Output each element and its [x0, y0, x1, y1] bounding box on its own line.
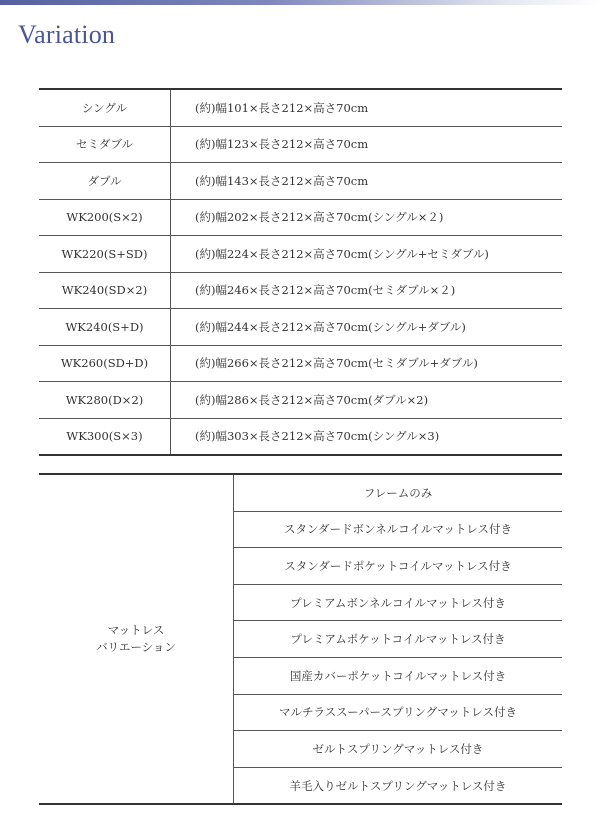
size-dimensions: (約)幅266×長さ212×高さ70cm(セミダブル+ダブル) — [171, 345, 563, 382]
table-row — [39, 345, 562, 382]
size-dimensions: (約)幅123×長さ212×高さ70cm — [171, 126, 563, 163]
table-row — [39, 89, 562, 126]
table-row — [39, 163, 562, 200]
size-dimensions: (約)幅246×長さ212×高さ70cm(セミダブル×２) — [171, 272, 563, 309]
size-name: ダブル — [39, 163, 171, 200]
mattress-option: 羊毛入りゼルトスプリングマットレス付き — [289, 778, 507, 793]
size-dimensions: (約)幅202×長さ212×高さ70cm(シングル×２) — [171, 199, 563, 236]
size-name: WK220(S+SD) — [39, 236, 171, 273]
table-row — [39, 272, 562, 309]
size-dimensions: (約)幅244×長さ212×高さ70cm(シングル+ダブル) — [171, 309, 563, 346]
mattress-option: プレミアムボンネルコイルマットレス付き — [234, 584, 563, 621]
table-row — [39, 309, 562, 346]
header-accent-bar — [0, 0, 600, 5]
size-name: WK280(D×2) — [39, 382, 171, 419]
size-dimensions: (約)幅101×長さ212×高さ70cm — [171, 89, 563, 126]
size-dimensions: (約)幅224×長さ212×高さ70cm(シングル+セミダブル) — [171, 236, 563, 273]
size-dimensions: (約)幅286×長さ212×高さ70cm(ダブル×2) — [171, 382, 563, 419]
size-dimensions: (約)幅143×長さ212×高さ70cm — [171, 163, 563, 200]
size-name: WK240(SD×2) — [39, 272, 171, 309]
size-name: WK260(SD+D) — [39, 345, 171, 382]
size-table — [39, 88, 562, 456]
mattress-option: スタンダードボンネルコイルマットレス付き — [234, 511, 563, 548]
mattress-option: プレミアムポケットコイルマットレス付き — [234, 621, 563, 658]
size-name: シングル — [39, 89, 171, 126]
page-title: Variation — [18, 20, 116, 49]
mattress-option: ゼルトスプリングマットレス付き — [234, 731, 563, 768]
table-row — [39, 236, 562, 273]
table-row — [39, 382, 562, 419]
label-line: バリエーション — [96, 640, 176, 655]
label-line: マットレス — [107, 623, 165, 638]
mattress-option: スタンダードポケットコイルマットレス付き — [234, 548, 563, 585]
size-name: WK240(S+D) — [39, 309, 171, 346]
table-row — [39, 126, 562, 163]
mattress-option: マルチラススーパースプリングマットレス付き — [234, 694, 563, 731]
table-row — [39, 418, 562, 455]
mattress-variation-table — [39, 473, 562, 805]
size-dimensions: (約)幅303×長さ212×高さ70cm(シングル×3) — [195, 429, 440, 444]
size-name: WK300(S×3) — [39, 418, 171, 455]
mattress-option: フレームのみ — [234, 474, 563, 511]
size-name: セミダブル — [39, 126, 171, 163]
mattress-option: 国産カバーポケットコイルマットレス付き — [234, 657, 563, 694]
table-row — [39, 199, 562, 236]
mattress-variation-label — [39, 474, 234, 804]
table-row — [39, 474, 562, 511]
size-name: WK200(S×2) — [39, 199, 171, 236]
